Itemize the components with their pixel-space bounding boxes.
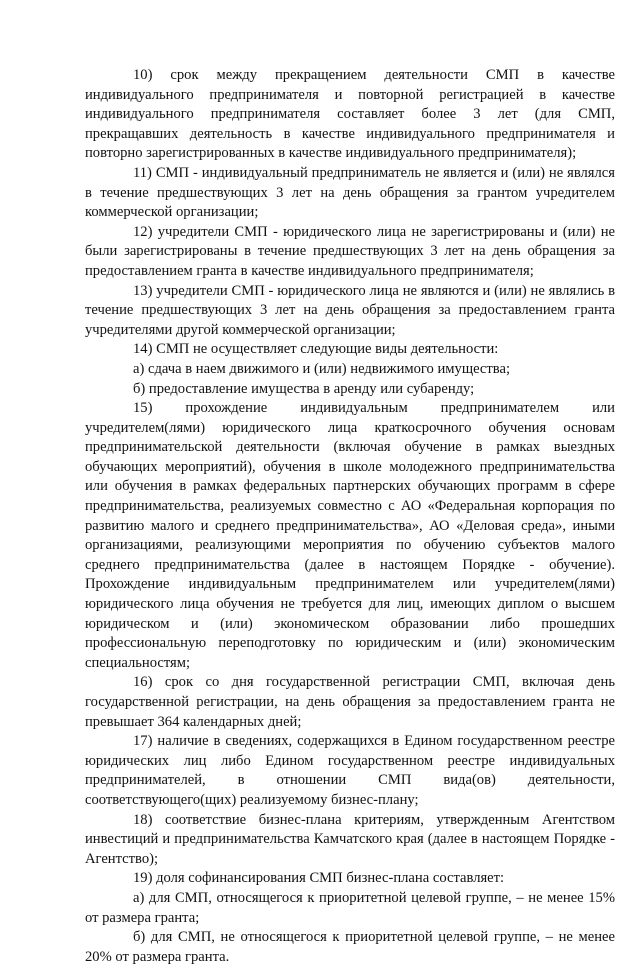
paragraph-13: 13) учредители СМП - юридического лица не являются и (или) не являлись в течение предшествующих 3 лет на день обращения за предоставлением гранта учредителями другой коммерческой организации; <box>85 282 615 338</box>
paragraph-12: 12) учредители СМП - юридического лица не зарегистрированы и (или) не были зарегистрированы в течение предшествующих 3 лет на день обращения за предоставлением гранта в качестве индивидуального предпринимателя; <box>85 223 615 279</box>
paragraph-10: 10) срок между прекращением деятельности СМП в качестве индивидуального предпринимателя и повторной регистрацией в качестве индивидуального предпринимателя составляет более 3 лет (для СМП, прекращавших деятельность в качестве индивидуального предпринимателя и повторно зарегистрированных в качестве индивидуального предпринимателя); <box>85 67 615 162</box>
paragraph-17: 17) наличие в сведениях, содержащихся в Едином государственном реестре юридических лиц либо Едином государственном реестре индивидуальных предпринимателей, в отношении СМП вида(ов) деятельности, соответствующего(щих) реализуемому бизнес-плану; <box>85 733 615 808</box>
paragraph-19b: б) для СМП, не относящегося к приоритетной целевой группе, – не менее 20% от размера гранта. <box>85 929 615 965</box>
paragraph-16: 16) срок со дня государственной регистрации СМП, включая день государственной регистрации, на день обращения за предоставлением гранта не превышает 364 календарных дней; <box>85 674 615 730</box>
paragraph-15: 15) прохождение индивидуальным предпринимателем или учредителем(лями) юридического лица краткосрочного обучения основам предпринимательской деятельности (включая обучение в рамках выездных обучающих мероприятий), обучения в школе молодежного предпринимательства или обучения в рамках федеральных партнерских обучающих программ в сфере предпринимательства, реализуемых совместно с АО «Федеральная корпорация по развитию малого и среднего предпринимательства», АО «Деловая среда», иными организациями, реализующими мероприятия по обучению субъектов малого среднего предпринимательства (далее в настоящем Порядке - обучение). Прохождение индивидуальным предпринимателем или учредителем(лями) юридического лица обучения не требуется для лиц, имеющих диплом о высшем юридическом и (или) экономическом образовании либо прошедших профессиональную переподготовку по юридическим и (или) экономическим специальностям; <box>85 400 615 671</box>
paragraph-14b: б) предоставление имущества в аренду или субаренду; <box>133 380 475 397</box>
paragraph-19a: а) для СМП, относящегося к приоритетной целевой группе, – не менее 15% от размера гранта; <box>85 889 615 926</box>
paragraph-19: 19) доля софинансирования СМП бизнес-плана составляет: <box>133 870 505 887</box>
paragraph-14a: а) сдача в наем движимого и (или) недвижимого имущества; <box>133 360 510 377</box>
paragraph-18: 18) соответствие бизнес-плана критериям, утвержденным Агентством инвестиций и предпринимательства Камчатского края (далее в настоящем Порядке - Агентство); <box>85 811 615 867</box>
paragraph-11: 11) СМП - индивидуальный предприниматель не является и (или) не являлся в течение предшествующих 3 лет на день обращения за грантом учредителем коммерческой организации; <box>85 164 615 221</box>
paragraph-14: 14) СМП не осуществляет следующие виды деятельности: <box>133 341 499 358</box>
